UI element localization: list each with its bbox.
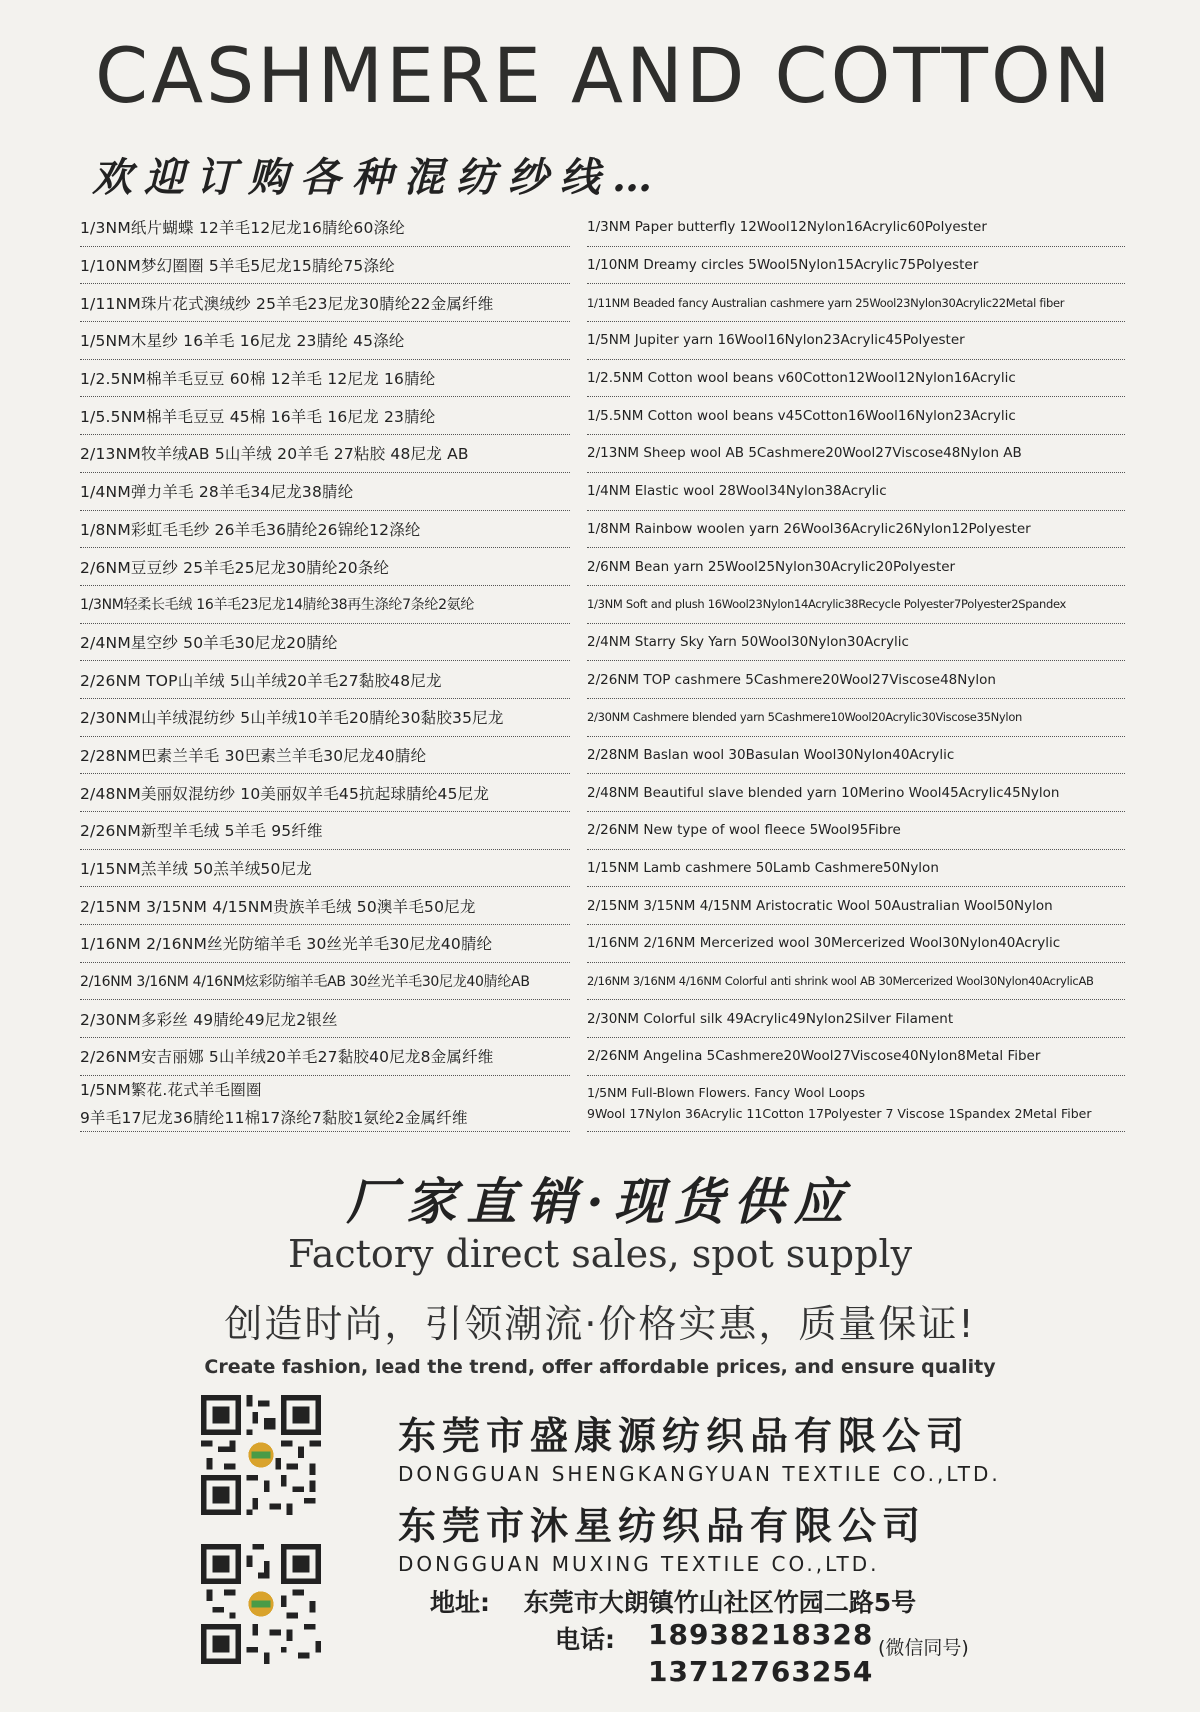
slogan-en: Factory direct sales, spot supply (287, 1232, 913, 1276)
yarn-row (80, 737, 1125, 775)
yarn-row (80, 774, 1125, 812)
yarn-row (80, 1038, 1125, 1076)
company-muxing (398, 1495, 926, 1576)
company-name-en: DONGGUAN MUXING TEXTILE CO.,LTD. (398, 1552, 880, 1576)
yarn-en: 2/16NM 3/16NM 4/16NM Colorful anti shrink wool AB 30Mercerized Wool30Nylon40AcrylicAB (587, 963, 1125, 1001)
yarn-en: 1/11NM Beaded fancy Australian cashmere yarn 25Wool23Nylon30Acrylic22Metal fiber (587, 284, 1125, 322)
yarn-en-line1: 1/5NM Full-Blown Flowers. Fancy Wool Loops (587, 1085, 866, 1101)
yarn-cn: 2/26NM安吉丽娜 5山羊绒20羊毛27黏胶40尼龙8金属纤维 (80, 1038, 570, 1076)
wechat-note: (微信同号) (878, 1637, 969, 1659)
welcome-tagline: 欢迎订购各种混纺纱线… (92, 154, 664, 201)
yarn-row (80, 548, 1125, 586)
page-title: CASHMERE AND COTTON (95, 31, 1114, 120)
company-name-cn: 东莞市盛康源纺织品有限公司 (398, 1414, 971, 1458)
address-label: 地址: (430, 1588, 490, 1617)
yarn-en: 2/13NM Sheep wool AB 5Cashmere20Wool27Viscose48Nylon AB (587, 435, 1125, 473)
slogan-cn: 厂家直销·现货供应 (346, 1172, 854, 1231)
phone-label-line (430, 1620, 640, 1656)
yarn-cn (80, 1076, 570, 1132)
yarn-en: 2/30NM Cashmere blended yarn 5Cashmere10Wool20Acrylic30Viscose35Nylon (587, 699, 1125, 737)
phone-number-2: 13712763254 (648, 1655, 874, 1688)
qr-code-icon (201, 1395, 321, 1515)
yarn-cn-line1: 1/5NM繁花.花式羊毛圈圈 (80, 1081, 262, 1100)
yarn-row (80, 812, 1125, 850)
yarn-row (80, 887, 1125, 925)
motto-cn: 创造时尚，引领潮流·价格实惠，质量保证! (224, 1302, 976, 1346)
yarn-en: 1/3NM Soft and plush 16Wool23Nylon14Acrylic38Recycle Polyester7Polyester2Spandex (587, 586, 1125, 624)
address-value: 东莞市大朗镇竹山社区竹园二路5号 (523, 1588, 917, 1617)
yarn-en: 2/26NM New type of wool fleece 5Wool95Fibre (587, 812, 1125, 850)
yarn-cn: 1/4NM弹力羊毛 28羊毛34尼龙38腈纶 (80, 473, 570, 511)
phone-label: 电话: (555, 1625, 615, 1654)
yarn-cn: 1/5.5NM棉羊毛豆豆 45棉 16羊毛 16尼龙 23腈纶 (80, 397, 570, 435)
yarn-row (80, 661, 1125, 699)
yarn-row (80, 925, 1125, 963)
yarn-cn: 1/3NM纸片蝴蝶 12羊毛12尼龙16腈纶60涤纶 (80, 209, 570, 247)
yarn-row (80, 1000, 1125, 1038)
yarn-cn: 2/6NM豆豆纱 25羊毛25尼龙30腈纶20条纶 (80, 548, 570, 586)
yarn-cn: 1/15NM羔羊绒 50羔羊绒50尼龙 (80, 850, 570, 888)
yarn-cn: 2/28NM巴素兰羊毛 30巴素兰羊毛30尼龙40腈纶 (80, 737, 570, 775)
yarn-cn: 2/30NM多彩丝 49腈纶49尼龙2银丝 (80, 1000, 570, 1038)
yarn-row (80, 435, 1125, 473)
yarn-en: 2/26NM Angelina 5Cashmere20Wool27Viscose40Nylon8Metal Fiber (587, 1038, 1125, 1076)
company-name-en: DONGGUAN SHENGKANGYUAN TEXTILE CO.,LTD. (398, 1462, 1001, 1486)
yarn-cn: 2/30NM山羊绒混纺纱 5山羊绒10羊毛20腈纶30黏胶35尼龙 (80, 699, 570, 737)
phone-number-1: 18938218328 (648, 1618, 874, 1651)
yarn-cn: 2/48NM美丽奴混纺纱 10美丽奴羊毛45抗起球腈纶45尼龙 (80, 774, 570, 812)
yarn-cn: 2/15NM 3/15NM 4/15NM贵族羊毛绒 50澳羊毛50尼龙 (80, 887, 570, 925)
yarn-row (80, 322, 1125, 360)
yarn-row (80, 963, 1125, 1001)
yarn-en: 1/5.5NM Cotton wool beans v45Cotton16Wool16Nylon23Acrylic (587, 397, 1125, 435)
yarn-cn: 1/11NM珠片花式澳绒纱 25羊毛23尼龙30腈纶22金属纤维 (80, 284, 570, 322)
yarn-en: 1/4NM Elastic wool 28Wool34Nylon38Acrylic (587, 473, 1125, 511)
yarn-en: 1/15NM Lamb cashmere 50Lamb Cashmere50Nylon (587, 850, 1125, 888)
yarn-en: 2/15NM 3/15NM 4/15NM Aristocratic Wool 50Australian Wool50Nylon (587, 887, 1125, 925)
yarn-cn: 2/26NM新型羊毛绒 5羊毛 95纤维 (80, 812, 570, 850)
address-line (430, 1583, 916, 1619)
yarn-row (80, 850, 1125, 888)
yarn-cn: 1/3NM轻柔长毛绒 16羊毛23尼龙14腈纶38再生涤纶7条纶2氨纶 (80, 586, 570, 624)
yarn-en: 1/16NM 2/16NM Mercerized wool 30Mercerized Wool30Nylon40Acrylic (587, 925, 1125, 963)
yarn-cn: 2/4NM星空纱 50羊毛30尼龙20腈纶 (80, 624, 570, 662)
yarn-cn: 1/16NM 2/16NM丝光防缩羊毛 30丝光羊毛30尼龙40腈纶 (80, 925, 570, 963)
yarn-cn: 1/2.5NM棉羊毛豆豆 60棉 12羊毛 12尼龙 16腈纶 (80, 360, 570, 398)
yarn-en-line2: 9Wool 17Nylon 36Acrylic 11Cotton 17Polyester 7 Viscose 1Spandex 2Metal Fiber (587, 1106, 1092, 1122)
yarn-row (80, 284, 1125, 322)
yarn-en: 1/3NM Paper butterfly 12Wool12Nylon16Acrylic60Polyester (587, 209, 1125, 247)
company-name-cn: 东莞市沐星纺织品有限公司 (398, 1504, 927, 1548)
yarn-row (80, 360, 1125, 398)
yarn-en: 2/6NM Bean yarn 25Wool25Nylon30Acrylic20Polyester (587, 548, 1125, 586)
motto-en: Create fashion, lead the trend, offer affordable prices, and ensure quality (204, 1356, 996, 1378)
yarn-cn: 2/13NM牧羊绒AB 5山羊绒 20羊毛 27粘胶 48尼龙 AB (80, 435, 570, 473)
yarn-cn: 1/10NM梦幻圈圈 5羊毛5尼龙15腈纶75涤纶 (80, 247, 570, 285)
yarn-row (80, 699, 1125, 737)
yarn-en: 2/4NM Starry Sky Yarn 50Wool30Nylon30Acrylic (587, 624, 1125, 662)
yarn-en: 2/28NM Baslan wool 30Basulan Wool30Nylon40Acrylic (587, 737, 1125, 775)
yarn-row (80, 473, 1125, 511)
yarn-en: 1/10NM Dreamy circles 5Wool5Nylon15Acrylic75Polyester (587, 247, 1125, 285)
yarn-en: 2/30NM Colorful silk 49Acrylic49Nylon2Silver Filament (587, 1000, 1125, 1038)
yarn-cn: 2/16NM 3/16NM 4/16NM炫彩防缩羊毛AB 30丝光羊毛30尼龙40腈纶AB (80, 963, 570, 1001)
yarn-row (80, 624, 1125, 662)
qr-code-icon (201, 1544, 321, 1664)
yarn-row (80, 586, 1125, 624)
company-shengkangyuan (398, 1405, 1001, 1486)
yarn-row (80, 511, 1125, 549)
yarn-list (80, 209, 1125, 1132)
yarn-row (80, 247, 1125, 285)
yarn-cn: 1/5NM木星纱 16羊毛 16尼龙 23腈纶 45涤纶 (80, 322, 570, 360)
yarn-en (587, 1076, 1125, 1132)
yarn-en: 1/2.5NM Cotton wool beans v60Cotton12Wool12Nylon16Acrylic (587, 360, 1125, 398)
yarn-en: 1/5NM Jupiter yarn 16Wool16Nylon23Acrylic45Polyester (587, 322, 1125, 360)
yarn-en: 1/8NM Rainbow woolen yarn 26Wool36Acrylic26Nylon12Polyester (587, 511, 1125, 549)
yarn-row (80, 209, 1125, 247)
yarn-row (80, 1076, 1125, 1132)
yarn-row (80, 397, 1125, 435)
yarn-en: 2/48NM Beautiful slave blended yarn 10Merino Wool45Acrylic45Nylon (587, 774, 1125, 812)
yarn-cn-line2: 9羊毛17尼龙36腈纶11棉17涤纶7黏胶1氨纶2金属纤维 (80, 1109, 468, 1128)
yarn-cn: 2/26NM TOP山羊绒 5山羊绒20羊毛27黏胶48尼龙 (80, 661, 570, 699)
yarn-cn: 1/8NM彩虹毛毛纱 26羊毛36腈纶26锦纶12涤纶 (80, 511, 570, 549)
yarn-en: 2/26NM TOP cashmere 5Cashmere20Wool27Viscose48Nylon (587, 661, 1125, 699)
